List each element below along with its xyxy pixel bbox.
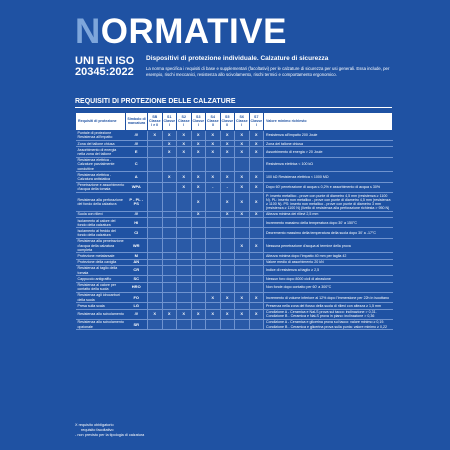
table-header-cell: Simbolo di marcatura [126, 113, 148, 131]
class-mark [177, 193, 192, 212]
minimum-value: Zona del tallone chiusa [264, 141, 393, 147]
class-mark [148, 319, 163, 329]
marking-symbol: M [126, 253, 148, 259]
class-mark [220, 157, 235, 172]
class-mark [148, 228, 163, 238]
marking-symbol: LG [126, 303, 148, 309]
legend-not-applicable: - non previsto per la tipologia di calzatura [75, 432, 145, 437]
class-mark [206, 157, 221, 172]
class-mark [191, 292, 206, 302]
class-mark: X [177, 182, 192, 192]
minimum-value: Altezza minima dopo l'impatto 40 mm per taglia 42 [264, 253, 393, 259]
title-rest: ORMATIVE [100, 12, 287, 51]
class-mark: X [162, 172, 177, 182]
class-mark [220, 238, 235, 253]
class-mark: - [220, 182, 235, 192]
class-mark: X [220, 309, 235, 319]
class-mark: X [249, 172, 264, 182]
class-mark: X [206, 141, 221, 147]
class-mark: X [177, 309, 192, 319]
class-mark [162, 218, 177, 228]
class-mark: X [220, 130, 235, 140]
class-mark [206, 193, 221, 212]
class-mark: X [191, 211, 206, 217]
class-mark [191, 218, 206, 228]
table-row [76, 172, 393, 182]
class-mark [162, 157, 177, 172]
requirement-name: Resistenza agli idrocarburi della suola [76, 292, 126, 302]
class-mark [249, 319, 264, 329]
requirements-table [75, 112, 393, 330]
legend-optional: requisito facoltativo [81, 427, 114, 432]
marking-symbol: /// [126, 130, 148, 140]
class-mark [249, 218, 264, 228]
class-mark [148, 218, 163, 228]
table-row [76, 182, 393, 192]
class-mark: X [235, 238, 250, 253]
class-mark: X [220, 141, 235, 147]
requirement-name: Resistenza elettrica - Calzature parzialmente conduttive [76, 157, 126, 172]
class-mark [148, 157, 163, 172]
minimum-value: Incremento massimo della temperatura dopo 30' a 150°C [264, 218, 393, 228]
class-mark: X [206, 172, 221, 182]
class-mark [191, 282, 206, 292]
class-mark [206, 319, 221, 329]
class-mark [235, 282, 250, 292]
requirement-name: Protezione della caviglia [76, 259, 126, 265]
standard-code-line2: 20345:2022 [75, 66, 134, 78]
class-mark [148, 292, 163, 302]
class-mark: X [148, 130, 163, 140]
legend [75, 423, 144, 437]
requirement-name: Isolamento al calore del fondo della calzatura [76, 218, 126, 228]
table-row [76, 147, 393, 157]
table-row [76, 319, 393, 329]
table-body [76, 130, 393, 330]
marking-symbol: WR [126, 238, 148, 253]
class-mark [162, 228, 177, 238]
requirement-name: Resistenza elettrica - Calzatura antistatica [76, 172, 126, 182]
class-mark: X [235, 292, 250, 302]
class-mark [148, 182, 163, 192]
class-mark: X [235, 211, 250, 217]
table-row [76, 218, 393, 228]
class-mark: X [162, 147, 177, 157]
marking-symbol: P - PL - PS [126, 193, 148, 212]
table-header-row [76, 113, 393, 131]
class-mark: X [220, 211, 235, 217]
marking-symbol: SC [126, 276, 148, 282]
table-row [76, 193, 393, 212]
class-mark [162, 282, 177, 292]
marking-symbol: CR [126, 265, 148, 275]
marking-symbol: /// [126, 141, 148, 147]
class-mark: X [191, 182, 206, 192]
class-mark: X [191, 309, 206, 319]
minimum-value: P: inserto metallico - prove con punte di diametro 4,5 mm (resistenza ≥ 1100 N). PL: inserto non metallico - prove con punte di diametro 4,5 mm (resistenza ≥ 1100 N). PS: inserto non metallico - prove con punte di diametro 3 mm (resistenza ≥ 1100 N) (livello di resistenza alla perforazione richiesta > 950 N) [264, 193, 393, 212]
class-mark: X [249, 211, 264, 217]
standard-code-line1: UNI EN ISO [75, 55, 135, 67]
class-mark: X [206, 309, 221, 319]
class-mark: - [206, 182, 221, 192]
class-mark [191, 265, 206, 275]
class-mark [235, 157, 250, 172]
marking-symbol: HI [126, 218, 148, 228]
table-header-cell: Requisiti di protezione [76, 113, 126, 131]
class-mark [162, 319, 177, 329]
class-mark [220, 282, 235, 292]
table-header-cell: S2 Classe I [177, 113, 192, 131]
requirement-name: Penetrazione e assorbimento d'acqua della tomaia [77, 183, 125, 192]
class-mark [249, 265, 264, 275]
standard-subtitle: Dispositivi di protezione individuale. Calzature di sicurezza [146, 55, 329, 62]
class-mark [191, 238, 206, 253]
minimum-value: Condizione A - Ceramica e glicerina prova sul tacco: valore minimo ≥ 0,19. Condizione B - Ceramica e glicerina prova sulla punta: valore minimo ≥ 0,22 [264, 319, 393, 329]
class-mark: X [235, 172, 250, 182]
class-mark [148, 147, 163, 157]
class-mark: X [191, 130, 206, 140]
class-mark [148, 282, 163, 292]
class-mark: X [249, 147, 264, 157]
table-header-cell: S1 Classe I [162, 113, 177, 131]
minimum-value: Assorbimento di energia > 20 Joule [264, 147, 393, 157]
class-mark [220, 218, 235, 228]
class-mark: X [249, 130, 264, 140]
class-mark [220, 319, 235, 329]
class-mark [235, 319, 250, 329]
table-header-cell: S4 Classe II [206, 113, 221, 131]
table-header-cell: S5 Classe II [220, 113, 235, 131]
class-mark [162, 292, 177, 302]
table-header-cell: S6 Classe I [235, 113, 250, 131]
class-mark: X [162, 130, 177, 140]
class-mark: X [206, 130, 221, 140]
class-mark: X [148, 309, 163, 319]
class-mark [177, 157, 192, 172]
minimum-value: Indice di resistenza al taglio ≥ 2,5 [264, 265, 393, 275]
class-mark [177, 319, 192, 329]
table-header-cell: SB Classe I e II [148, 113, 163, 131]
requirement-name: Isolamento al freddo del fondo della calzatura [76, 228, 126, 238]
class-mark: X [249, 309, 264, 319]
class-mark [148, 265, 163, 275]
requirement-name: Zona del tallone chiusa [76, 141, 126, 147]
marking-symbol: SR [126, 319, 148, 329]
class-mark: X [220, 172, 235, 182]
class-mark: X [249, 193, 264, 212]
requirement-name: Presa sulla scala [76, 303, 126, 309]
table-row [76, 282, 393, 292]
class-mark: X [249, 182, 264, 192]
minimum-value: Resistenza all'impatto 200 Joule [264, 130, 393, 140]
class-mark: X [177, 141, 192, 147]
class-mark [162, 238, 177, 253]
class-mark [220, 228, 235, 238]
requirement-name: Cappuccio antigraffio [76, 276, 126, 282]
class-mark: X [249, 141, 264, 147]
class-mark: X [177, 130, 192, 140]
minimum-value: Dopo 60' penetrazione di acqua ≤ 0,2% e assorbimento di acqua ≤ 30% [264, 182, 393, 192]
class-mark: X [191, 141, 206, 147]
requirement-name: Protezione metatarsale [76, 253, 126, 259]
page-title [75, 14, 287, 50]
class-mark [249, 282, 264, 292]
class-mark [206, 228, 221, 238]
table-row [76, 265, 393, 275]
class-mark [177, 265, 192, 275]
class-mark [162, 182, 177, 192]
table-header-cell: S3 Classe I [191, 113, 206, 131]
class-mark [162, 193, 177, 212]
class-mark: X [206, 147, 221, 157]
minimum-value: Incremento di volume inferiore al 12% dopo l'immersione per 22h in isoottano [264, 292, 393, 302]
class-mark: X [162, 141, 177, 147]
class-mark [162, 265, 177, 275]
section-title: REQUISITI DI PROTEZIONE DELLE CALZATURE [75, 98, 236, 105]
marking-symbol: E [126, 147, 148, 157]
marking-symbol: FO [126, 292, 148, 302]
minimum-value: Non fonde dopo contatto per 60' a 300°C [264, 282, 393, 292]
table-row [76, 130, 393, 140]
class-mark [235, 265, 250, 275]
class-mark [235, 228, 250, 238]
class-mark [191, 319, 206, 329]
class-mark: X [249, 238, 264, 253]
table-row [76, 228, 393, 238]
minimum-value: Altezza minima dei rilievi 2,5 mm [264, 211, 393, 217]
class-mark: X [162, 309, 177, 319]
class-mark: X [235, 182, 250, 192]
class-mark [249, 157, 264, 172]
requirement-name: Puntale di protezione Resistenza all'impatto [76, 130, 126, 140]
class-mark: X [220, 147, 235, 157]
table-row [76, 238, 393, 253]
minimum-value: Valore medio di assorbimento 20 kN [264, 259, 393, 265]
marking-symbol: /// [126, 211, 148, 217]
requirement-name: Resistenza allo scivolamento [76, 309, 126, 319]
class-mark [148, 238, 163, 253]
minimum-value: Condizione A - Ceramica e NaLS prova sul tacco: inclinazione > 0,31. Condizione B - Ceramica e NaLS prova in piano: inclinazione > 0,36 [264, 309, 393, 319]
class-mark [177, 228, 192, 238]
marking-symbol: AN [126, 259, 148, 265]
class-mark: X [206, 292, 221, 302]
class-mark [191, 157, 206, 172]
class-mark: X [235, 193, 250, 212]
requirement-name: Resistenza alla penetrazione d'acqua della calzatura completa [77, 239, 124, 252]
class-mark [177, 238, 192, 253]
class-mark: X [235, 309, 250, 319]
class-mark: X [235, 141, 250, 147]
class-mark: X [191, 172, 206, 182]
standard-code [75, 56, 134, 78]
class-mark [206, 265, 221, 275]
class-mark [249, 228, 264, 238]
class-mark [206, 238, 221, 253]
class-mark [148, 193, 163, 212]
table-header-cell: Valore minimo richiesto [264, 113, 393, 131]
requirement-name: Resistenza allo scivolamento opzionale [77, 320, 124, 329]
minimum-value: Nessuna penetrazione d'acqua al termine della prova [264, 238, 393, 253]
table-row [76, 157, 393, 172]
class-mark [206, 218, 221, 228]
marking-symbol: C [126, 157, 148, 172]
minimum-value: 100 kΩ Resistenza elettrica < 1000 MΩ [264, 172, 393, 182]
marking-symbol: A [126, 172, 148, 182]
minimum-value: Decremento massimo della temperatura della suola dopo 30' a -17°C [264, 228, 393, 238]
requirement-name: Assorbimento di energia nella zona del tallone [76, 147, 126, 157]
section-divider [75, 107, 392, 108]
class-mark [177, 292, 192, 302]
class-mark [235, 218, 250, 228]
class-mark: X [191, 147, 206, 157]
requirement-name: Resistenza al taglio della tomaia [76, 265, 126, 275]
class-mark: X [220, 193, 235, 212]
class-mark: X [220, 292, 235, 302]
class-mark [206, 282, 221, 292]
marking-symbol: CI [126, 228, 148, 238]
standard-description: La norma specifica i requisiti di base e supplementari (facoltativi) per le calzature di sicurezza per usi generali. Essa include, per esempio, rischi meccanici, resistenza allo scivolamento, rischi termici e comportamento ergonomico. [146, 66, 390, 77]
class-mark: X [177, 172, 192, 182]
class-mark [148, 172, 163, 182]
minimum-value: Nessun foro dopo 8000 cicli di abrasione [264, 276, 393, 282]
legend-mandatory: X requisito obbligatorio [75, 423, 114, 427]
minimum-value: Presenza nella zona del fiosso della suola di rilievi con altezza ≥ 1,5 mm [264, 303, 393, 309]
marking-symbol: WPA [126, 182, 148, 192]
class-mark: X [249, 292, 264, 302]
class-mark: X [177, 147, 192, 157]
requirement-name: Resistenza al calore per contatto della suola [76, 282, 126, 292]
class-mark [191, 228, 206, 238]
title-first-letter: N [75, 12, 101, 51]
class-mark [177, 282, 192, 292]
class-mark: X [191, 193, 206, 212]
marking-symbol: /// [126, 309, 148, 319]
requirement-name: Suola con rilievi [76, 211, 126, 217]
table-row [76, 309, 393, 319]
class-mark: X [235, 147, 250, 157]
table-row [76, 292, 393, 302]
class-mark [220, 265, 235, 275]
marking-symbol: HRO [126, 282, 148, 292]
class-mark: X [235, 130, 250, 140]
table-header-cell: S7 Classe I [249, 113, 264, 131]
requirement-name: Resistenza alla perforazione del fondo della calzatura [76, 193, 126, 212]
class-mark [177, 218, 192, 228]
minimum-value: Resistenza elettrica < 100 kΩ [264, 157, 393, 172]
